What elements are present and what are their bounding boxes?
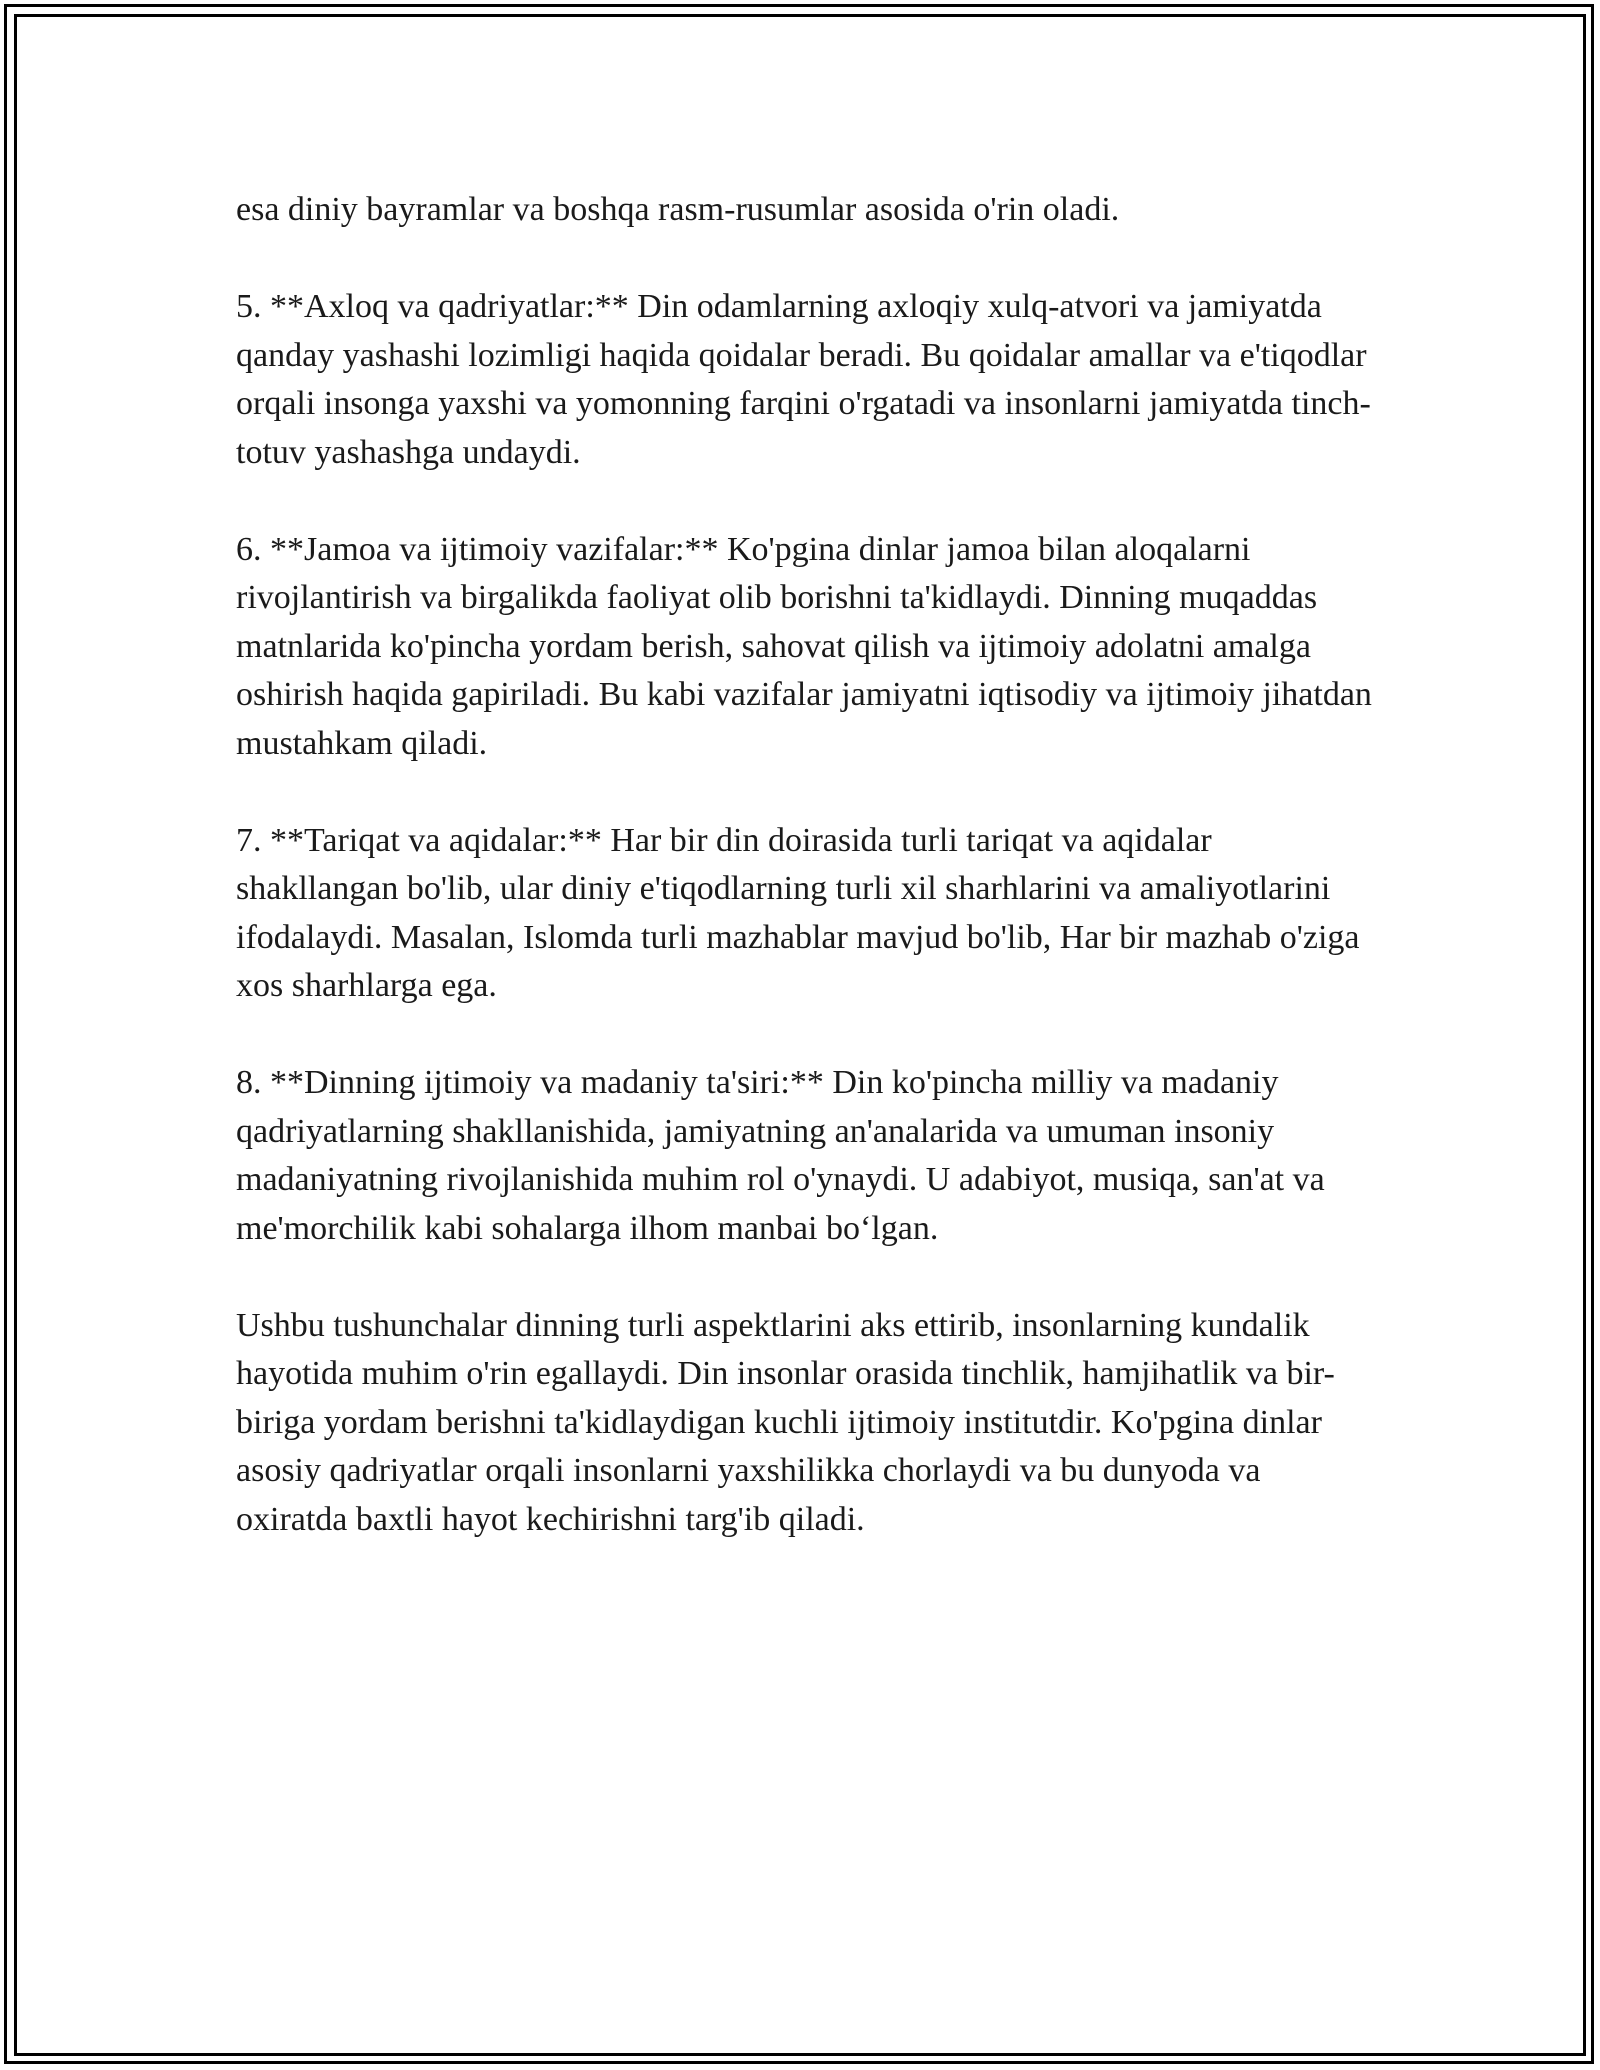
paragraph-item-5: 5. **Axloq va qadriyatlar:** Din odamlarning axloqiy xulq-atvori va jamiyatda qanday yashashi lozimligi haqida qoidalar beradi. Bu qoidalar amallar va e'tiqodlar orqali insonga yaxshi va yomonning farqini o'rgatadi va insonlarni jamiyatda tinch-totuv yashashga undaydi. <box>236 288 1371 471</box>
paragraph-item-6: 6. **Jamoa va ijtimoiy vazifalar:** Ko'pgina dinlar jamoa bilan aloqalarni rivojlantirish va birgalikda faoliyat olib borishni ta'kidlaydi. Dinning muqaddas matnlarida ko'pincha yordam berish, sahovat qilish va ijtimoiy adolatni amalga oshirish haqida gapiriladi. Bu kabi vazifalar jamiyatni iqtisodiy va ijtimoiy jihatdan mustahkam qiladi. <box>236 530 1372 762</box>
document-body <box>236 186 1376 1593</box>
paragraph-conclusion: Ushbu tushunchalar dinning turli aspektlarini aks ettirib, insonlarning kundalik hayotida muhim o'rin egallaydi. Din insonlar orasida tinchlik, hamjihatlik va bir-biriga yordam berishni ta'kidlaydigan kuchli ijtimoiy institutdir. Ko'pgina dinlar asosiy qadriyatlar orqali insonlarni yaxshilikka chorlaydi va bu dunyoda va oxiratda baxtli hayot kechirishni targ'ib qiladi. <box>236 1306 1335 1538</box>
paragraph-continuation: esa diniy bayramlar va boshqa rasm-rusumlar asosida o'rin oladi. <box>236 191 1120 228</box>
paragraph-item-8: 8. **Dinning ijtimoiy va madaniy ta'siri:** Din ko'pincha milliy va madaniy qadriyatlarning shakllanishida, jamiyatning an'analarida va umuman insoniy madaniyatning rivojlanishida muhim rol o'ynaydi. U adabiyot, musiqa, san'at va me'morchilik kabi sohalarga ilhom manbai bo‘lgan. <box>236 1064 1325 1247</box>
paragraph-item-7: 7. **Tariqat va aqidalar:** Har bir din doirasida turli tariqat va aqidalar shakllangan bo'lib, ular diniy e'tiqodlarning turli xil sharhlarini va amaliyotlarini ifodalaydi. Masalan, Islomda turli mazhablar mavjud bo'lib, Har bir mazhab o'ziga xos sharhlarga ega. <box>236 821 1360 1004</box>
